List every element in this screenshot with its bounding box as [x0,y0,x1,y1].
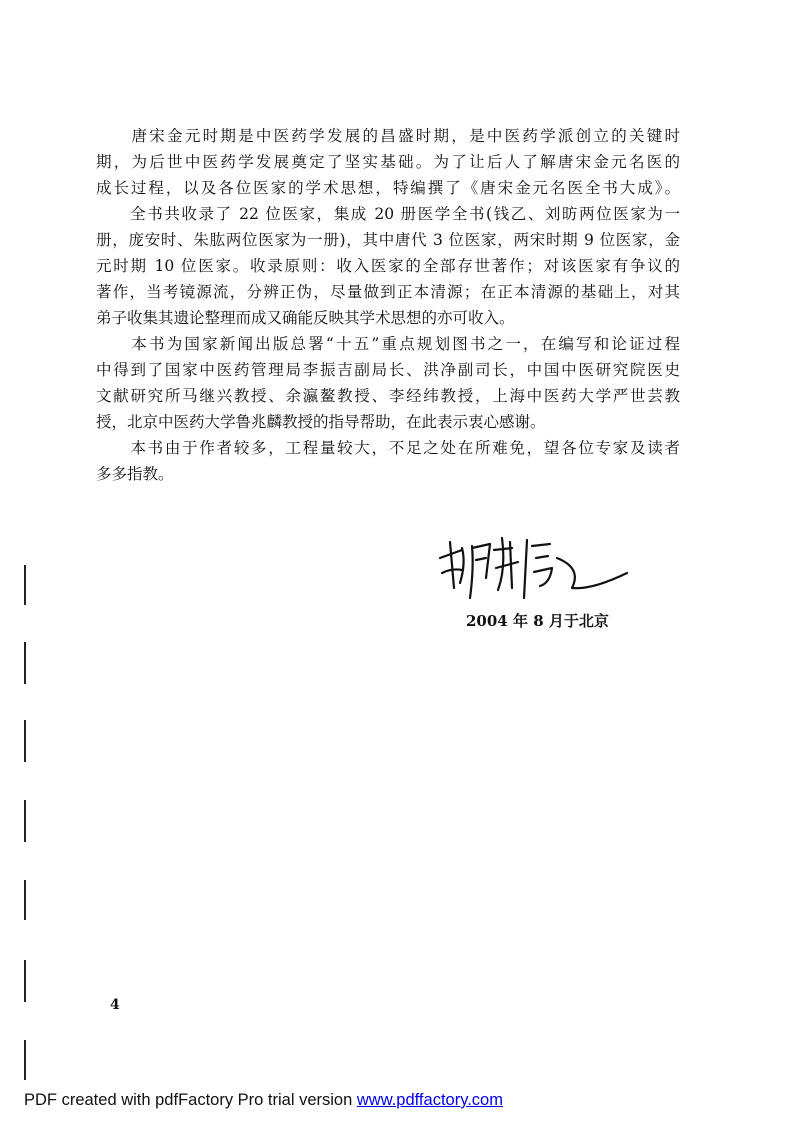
body-text-line: 本书由于作者较多，工程量较大，不足之处在所难免，望各位专家及读者 [96,439,680,457]
body-text-line: 多多指教。 [96,465,174,483]
scan-margin-mark [24,880,26,920]
body-text-line: 成长过程，以及各位医家的学术思想，特编撰了《唐宋金元名医全书大成》。 [96,179,680,197]
body-text-line: 本书为国家新闻出版总署“十五”重点规划图书之一，在编写和论证过程 [96,335,680,353]
body-text-line: 元时期 10 位医家。收录原则：收入医家的全部存世著作；对该医家有争议的 [96,257,680,275]
scan-margin-mark [24,720,26,762]
body-text-line: 著作，当考镜源流，分辨正伪，尽量做到正本清源；在正本清源的基础上，对其 [96,283,680,301]
handwritten-signature [432,528,632,603]
date-location: 2004 年 8 月于北京 [466,612,609,630]
body-text-line: 册，庞安时、朱肱两位医家为一册)，其中唐代 3 位医家，两宋时期 9 位医家，金 [96,231,680,249]
body-text-line: 期，为后世中医药学发展奠定了坚实基础。为了让后人了解唐宋金元名医的 [96,153,680,171]
body-text-line: 文献研究所马继兴教授、余瀛鳌教授、李经纬教授，上海中医药大学严世芸教 [96,387,680,405]
page-number: 4 [110,997,120,1013]
scan-margin-mark [24,1040,26,1080]
scan-margin-mark [24,565,26,605]
body-text-line: 弟子收集其遗论整理而成又确能反映其学术思想的亦可收入。 [96,309,515,327]
pdffactory-link[interactable]: www.pdffactory.com [356,1091,503,1109]
pdf-footer [24,1091,503,1110]
body-text-line: 授，北京中医药大学鲁兆麟教授的指导帮助，在此表示衷心感谢。 [96,413,546,431]
scan-margin-mark [24,800,26,842]
body-text-line: 全书共收录了 22 位医家，集成 20 册医学全书(钱乙、刘昉两位医家为一 [96,205,680,223]
footer-text: PDF created with pdfFactory Pro trial version [24,1091,357,1109]
scan-margin-mark [24,642,26,684]
body-text-line: 中得到了国家中医药管理局李振吉副局长、洪净副司长，中国中医研究院医史 [96,361,680,379]
body-text-line: 唐宋金元时期是中医药学发展的昌盛时期，是中医药学派创立的关键时 [96,127,680,145]
scan-margin-mark [24,960,26,1002]
